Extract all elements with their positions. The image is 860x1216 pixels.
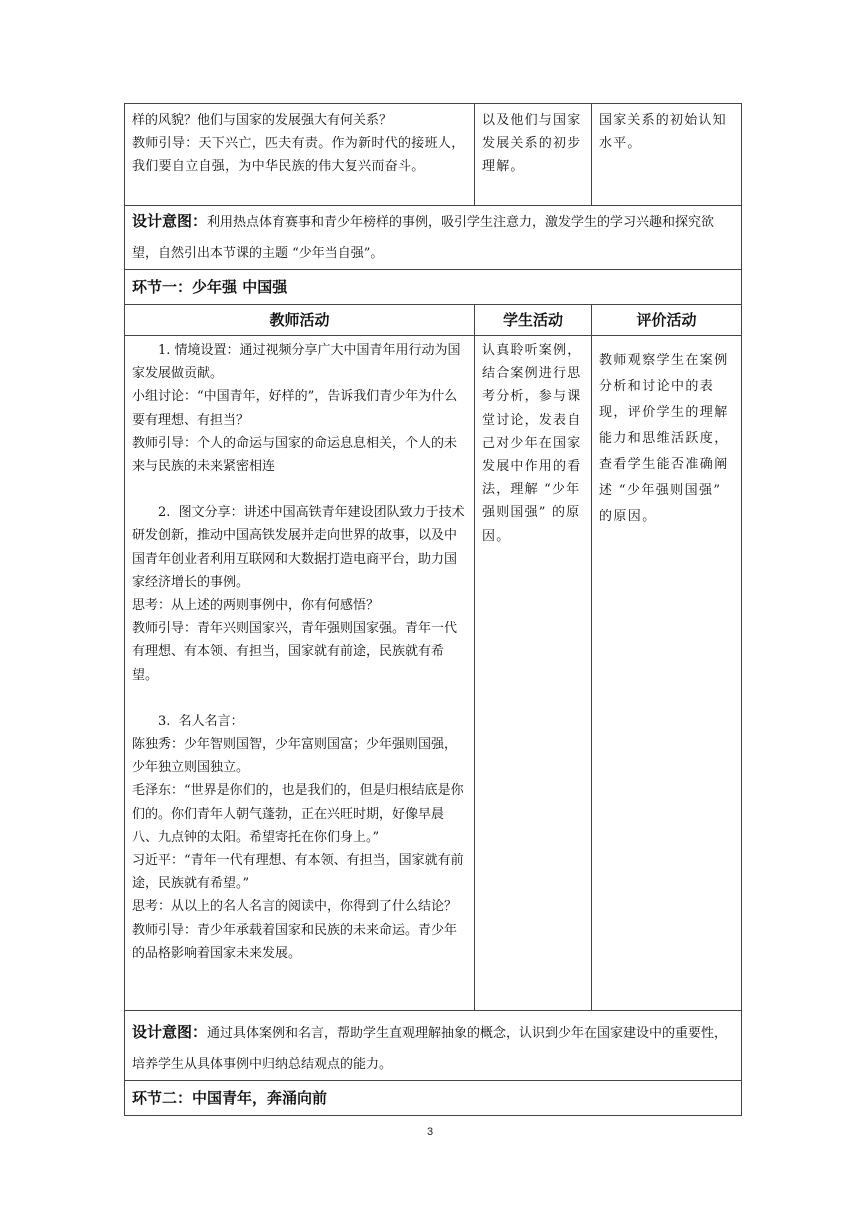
teacher-line: 样的风貌？他们与国家的发展强大有何关系？ bbox=[132, 113, 393, 128]
evaluation-activity-text: 国家关系的初始认知水平。 bbox=[599, 113, 727, 152]
teacher-line: 教师引导：青年兴则国家兴，青年强则国家强。青年一代有理想、有本领、有担当，国家就有前途，民族就有希望。 bbox=[132, 621, 458, 683]
page-number: 3 bbox=[426, 1126, 434, 1138]
continued-row bbox=[125, 104, 742, 206]
section-1-title: 环节一：少年强 中国强 bbox=[125, 270, 742, 305]
section-title-row bbox=[125, 270, 742, 305]
item-3-block bbox=[132, 710, 467, 733]
section-1-content-row bbox=[125, 336, 742, 1011]
teacher-line: 小组讨论：“中国青年，好样的”，告诉我们青少年为什么要有理想、有担当？ bbox=[132, 389, 458, 428]
teacher-activity-cell bbox=[125, 104, 475, 206]
item-1-block bbox=[132, 336, 467, 385]
item-3-title: 3. 名人名言： bbox=[158, 713, 244, 729]
evaluation-activity-text: 教师观察学生在案例分析和讨论中的表现，评价学生的理解能力和思维活跃度，查看学生能否准确阐述 “少年强则国强” 的原因。 bbox=[599, 353, 729, 524]
section-title-row bbox=[125, 1081, 742, 1116]
column-header-row bbox=[125, 305, 742, 336]
item-1-title: 1. 情境设置：通过视频分享广大中国青年用行动为国家发展做贡献。 bbox=[132, 343, 461, 382]
design-intent-2 bbox=[125, 1011, 742, 1081]
design-intent-label: 设计意图： bbox=[132, 1023, 208, 1041]
teacher-line: 陈独秀：少年智则国智，少年富则国富；少年强则国强，少年独立则国独立。 bbox=[132, 737, 458, 776]
evaluation-activity-cell bbox=[592, 104, 742, 206]
design-intent-label: 设计意图： bbox=[132, 212, 208, 230]
design-intent-text: 利用热点体育赛事和青少年榜样的事例，吸引学生注意力，激发学生的学习兴趣和探究欲望，自然引出本节课的主题 “少年当自强”。 bbox=[132, 215, 715, 261]
teacher-line: 思考：从以上的名人名言的阅读中，你得到了什么结论？ bbox=[132, 899, 458, 915]
teacher-line: 思考：从上述的两则事例中，你有何感悟？ bbox=[132, 598, 380, 614]
student-activity-text: 认真聆听案例，结合案例进行思考分析，参与课堂讨论，发表自己对少年在国家发展中作用的看法，理解 “少年强则国强” 的原因。 bbox=[482, 343, 582, 544]
item-2-block bbox=[132, 501, 467, 594]
section-2-title: 环节二：中国青年，奔涌向前 bbox=[125, 1081, 742, 1116]
student-activity-text: 以及他们与国家发展关系的初步理解。 bbox=[482, 113, 582, 175]
design-intent-row bbox=[125, 206, 742, 270]
teacher-line: 教师引导：青少年承载着国家和民族的未来命运。青少年的品格影响着国家未来发展。 bbox=[132, 922, 458, 961]
teacher-line: 教师引导：个人的命运与国家的命运息息相关，个人的未来与民族的未来紧密相连 bbox=[132, 435, 458, 475]
teacher-line: 教师引导：天下兴亡，匹夫有责。作为新时代的接班人，我们要自立自强，为中华民族的伟大复兴而奋斗。 bbox=[132, 136, 465, 175]
header-teacher-activity: 教师活动 bbox=[125, 305, 475, 336]
teacher-activity-cell bbox=[125, 336, 475, 1011]
item-2-title: 2. 图文分享：讲述中国高铁青年建设团队致力于技术研发创新，推动中国高铁发展并走向世界的故事，以及中国青年创业者利用互联网和大数据打造电商平台，助力国家经济增长的事例。 bbox=[132, 505, 465, 590]
teacher-line: 毛泽东：“世界是你们的，也是我们的，但是归根结底是你们的。你们青年人朝气蓬勃，正在兴旺时期，好像早晨八、九点钟的太阳。希望寄托在你们身上。” bbox=[132, 783, 464, 845]
student-activity-cell bbox=[475, 104, 592, 206]
header-evaluation-activity: 评价活动 bbox=[592, 305, 742, 336]
student-activity-cell bbox=[475, 336, 592, 1011]
header-student-activity: 学生活动 bbox=[475, 305, 592, 336]
design-intent-row bbox=[125, 1011, 742, 1081]
design-intent-1 bbox=[125, 206, 742, 270]
design-intent-text: 通过具体案例和名言，帮助学生直观理解抽象的概念，认识到少年在国家建设中的重要性，培养学生从具体事例中归纳总结观点的能力。 bbox=[132, 1026, 728, 1072]
teacher-line: 习近平：“青年一代有理想、有本领、有担当，国家就有前途，民族就有希望。” bbox=[132, 853, 464, 892]
evaluation-activity-cell bbox=[592, 336, 742, 1011]
lesson-plan-table bbox=[124, 103, 742, 1116]
